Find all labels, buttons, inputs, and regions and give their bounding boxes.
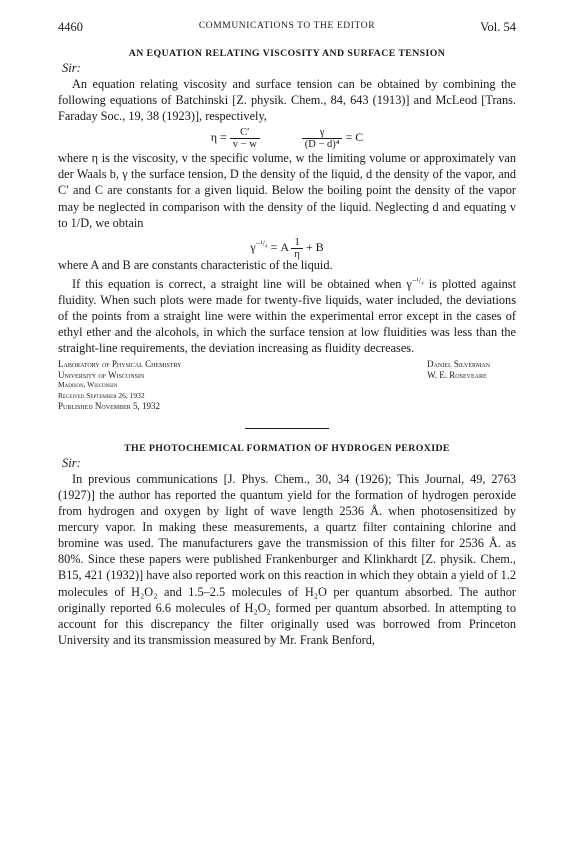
salutation: Sir: [62,455,81,470]
salutation: Sir: [62,61,81,75]
author-name: Daniel Silverman [427,359,490,370]
equation-lhs: η = [210,130,227,145]
paragraph-text: If this equation is correct, a straight line will be obtained when γ [72,276,412,291]
paragraph: An equation relating viscosity and surface tension can be obtained by combining the following equations of Batchinski [Z. physik. Chem., 84, 643 (1913)] and McLeod [Trans. Faraday Soc., 19, 38 (1923)], respectively, [58,77,516,124]
page-body [58,47,516,648]
page-number: 4460 [58,20,83,34]
paragraph [58,273,516,357]
denominator: (D − d)⁴ [304,139,340,151]
paragraph: where η is the viscosity, v the specific volume, w the limiting volume or approximately van der Waals b, γ the surface tension, D the density of the liquid, d the density of the vapor, and C′ and C are constants for a given liquid. Below the boiling point the density of the vapor may be neglected in comparison with the density of the liquid. Neglecting d and equating v to 1/D, we obtain [58,151,516,230]
equation-base: γ [250,239,256,254]
affiliation [58,359,182,412]
fraction [230,127,260,150]
equation-mid: = A [270,239,289,254]
equation-rhs: = C [345,130,364,145]
authors [427,359,490,412]
denominator: v − w [232,139,257,151]
paragraph: In previous communications [J. Phys. Chem., 30, 34 (1926); This Journal, 49, 2763 (1927)] the author has reported the quantum yield for the formation of hydrogen peroxide from hydrogen and oxygen by light of wave length 2536 Å. when photosensitized by mercury vapor. In making these measurements, a quartz filter containing chlorine and bromine was used. The manufacturers gave the transmission of this filter for 2536 Å. as 80%. Since these papers were published Frankenburger and Klinkhardt [Z. physik. Chem., B15, 421 (1932)] have also reported work on this reaction in which they obtain a yield of 1.2 molecules of H₂O₂ and 1.5–2.5 molecules of H₂O per quantum absorbed. The author originally reported 6.6 molecules of H₂O₂ formed per quantum absorbed. In attempting to account for this discrepancy the filter originally used was borrowed from Princeton University and its transmission measured by Mr. Frank Benford, [58,471,516,647]
affiliation-line: Madison, Wisconsin [58,380,118,390]
published-date: Published November 5, 1932 [58,401,161,412]
affiliation-line: Laboratory of Physical Chemistry [58,359,182,370]
running-header [58,20,516,36]
paragraph-text: is plotted against fluidity. When such plots were made for twenty-five liquids, water included, the deviations of the points from a straight line were within the experimental error except in the cases of ethyl ether and the alcohols, in which the surface tension at low fluidities was less than the straight-line requirements, the deviation increasing as fluidity decreases. [58,276,516,356]
numerator: C′ [230,127,260,139]
equation [58,231,516,260]
denominator: η [294,248,300,260]
inline-exponent: −¹/₄ [411,275,424,285]
author-name: W. E. Roseveare [427,369,487,380]
affiliation-line: University of Wisconsin [58,369,145,380]
numerator: γ [302,127,343,139]
numerator: 1 [291,237,303,249]
article-title: AN EQUATION RELATING VISCOSITY AND SURFACE TENSION [128,48,446,59]
received-date: Received September 26, 1932 [58,390,145,400]
fraction [302,127,343,150]
journal-section-title: COMMUNICATIONS TO THE EDITOR [198,21,376,31]
equation-exponent: −¹/₄ [255,238,268,248]
article-title: THE PHOTOCHEMICAL FORMATION OF HYDROGEN PEROXIDE [124,442,450,454]
affiliation-block [58,359,516,412]
volume-number: Vol. 54 [480,20,516,34]
paragraph: where A and B are constants characteristic of the liquid. [58,257,333,272]
equation [58,124,516,150]
equation-rhs: + B [305,239,324,254]
section-divider [245,428,329,429]
